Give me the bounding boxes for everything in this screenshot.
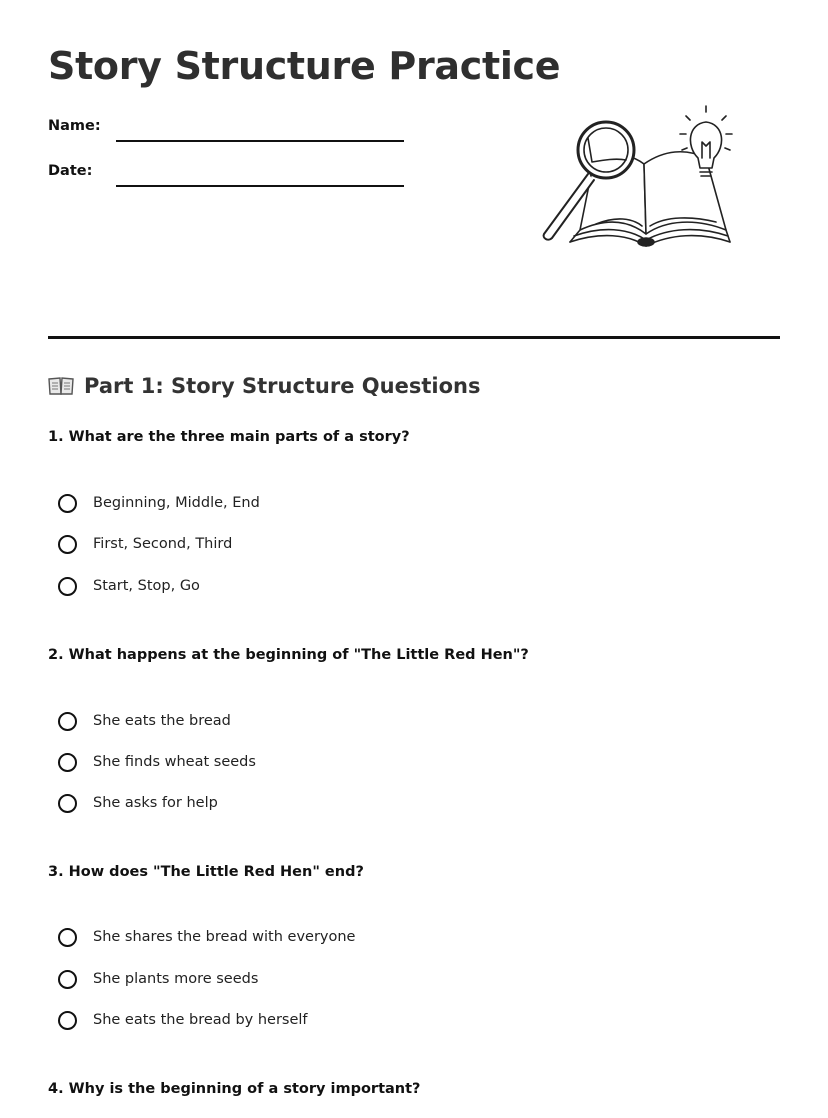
option-label: First, Second, Third bbox=[93, 536, 233, 552]
radio-button[interactable] bbox=[58, 535, 77, 554]
radio-button[interactable] bbox=[58, 494, 77, 513]
question-1: 1. What are the three main parts of a story? bbox=[48, 429, 410, 445]
option-label: She eats the bread bbox=[93, 713, 231, 729]
radio-button[interactable] bbox=[58, 928, 77, 947]
section-title bbox=[48, 374, 480, 398]
date-label: Date: bbox=[48, 163, 93, 179]
radio-button[interactable] bbox=[58, 970, 77, 989]
radio-button[interactable] bbox=[58, 577, 77, 596]
q2-option-1[interactable] bbox=[58, 708, 231, 734]
book-illustration bbox=[536, 102, 736, 252]
page-title: Story Structure Practice bbox=[48, 44, 561, 88]
option-label: Start, Stop, Go bbox=[93, 578, 200, 594]
radio-button[interactable] bbox=[58, 712, 77, 731]
radio-button[interactable] bbox=[58, 753, 77, 772]
question-4: 4. Why is the beginning of a story important? bbox=[48, 1081, 421, 1097]
q3-option-2[interactable] bbox=[58, 966, 258, 992]
option-label: She asks for help bbox=[93, 795, 218, 811]
name-label: Name: bbox=[48, 118, 101, 134]
section-title-text: Part 1: Story Structure Questions bbox=[84, 374, 481, 398]
open-book-icon bbox=[48, 376, 74, 396]
q2-option-2[interactable] bbox=[58, 749, 256, 775]
option-label: She plants more seeds bbox=[93, 971, 259, 987]
question-3: 3. How does "The Little Red Hen" end? bbox=[48, 864, 364, 880]
name-line[interactable] bbox=[116, 140, 404, 142]
name-field bbox=[48, 118, 404, 134]
date-field bbox=[48, 163, 404, 179]
q3-option-1[interactable] bbox=[58, 924, 355, 950]
q1-option-2[interactable] bbox=[58, 531, 232, 557]
q1-option-3[interactable] bbox=[58, 573, 200, 599]
radio-button[interactable] bbox=[58, 1011, 77, 1030]
option-label: She finds wheat seeds bbox=[93, 754, 256, 770]
option-label: Beginning, Middle, End bbox=[93, 495, 260, 511]
option-label: She shares the bread with everyone bbox=[93, 929, 356, 945]
q1-option-1[interactable] bbox=[58, 490, 260, 516]
date-line[interactable] bbox=[116, 185, 404, 187]
q2-option-3[interactable] bbox=[58, 790, 218, 816]
option-label: She eats the bread by herself bbox=[93, 1012, 308, 1028]
q3-option-3[interactable] bbox=[58, 1007, 308, 1033]
question-2: 2. What happens at the beginning of "The Little Red Hen"? bbox=[48, 647, 529, 663]
section-divider bbox=[48, 336, 780, 339]
radio-button[interactable] bbox=[58, 794, 77, 813]
